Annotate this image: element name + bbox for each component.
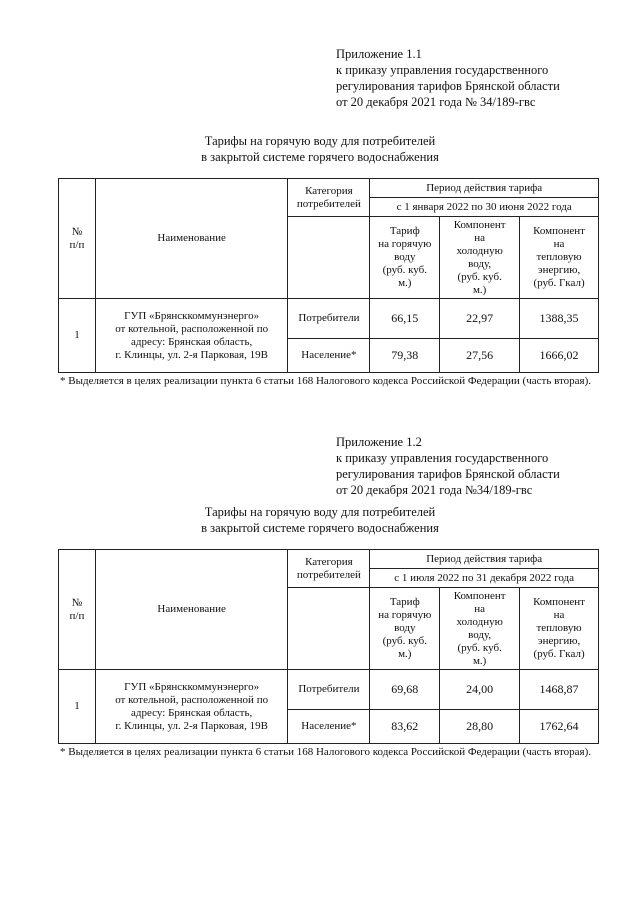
col-header-hot-water-tariff: Тариф на горячую воду (руб. куб. м.) [370,588,440,670]
value-heat: 1388,35 [520,299,599,339]
table-row [59,670,599,710]
order-reference: к приказу управления государственного [336,451,549,465]
row-number: 1 [59,670,96,744]
value-cold-water: 24,00 [440,670,520,710]
order-date-number: от 20 декабря 2021 года №34/189-гвс [336,483,533,497]
value-cold-water: 28,80 [440,710,520,744]
col-header-number: № п/п [59,550,96,670]
col-header-hot-water-tariff: Тариф на горячую воду (руб. куб. м.) [370,217,440,299]
col-header-period: Период действия тарифа [370,179,599,198]
category-cell: Потребители [288,670,370,710]
organization-name: ГУП «Брянсккоммунэнерго» от котельной, расположенной по адресу: Брянская область, г. Клинцы, ул. 2-я Парковая, 19В [95,670,288,744]
value-heat: 1468,87 [520,670,599,710]
document-title [0,504,640,536]
organization-name: ГУП «Брянсккоммунэнерго» от котельной, расположенной по адресу: Брянская область, г. Клинцы, ул. 2-я Парковая, 19В [95,299,288,373]
title-line-2: в закрытой системе горячего водоснабжения [201,150,439,164]
col-header-heat-component: Компонент на тепловую энергию, (руб. Гкал) [520,217,599,299]
tariff-table [58,549,599,744]
value-hot-water: 69,68 [370,670,440,710]
title-line-2: в закрытой системе горячего водоснабжения [201,521,439,535]
order-authority: регулирования тарифов Брянской области [336,79,560,93]
col-header-name: Наименование [95,179,288,299]
col-header-category: Категория потребителей [288,550,370,588]
value-hot-water: 66,15 [370,299,440,339]
title-line-1: Тарифы на горячую воду для потребителей [204,134,436,148]
order-authority: регулирования тарифов Брянской области [336,467,560,481]
value-cold-water: 22,97 [440,299,520,339]
period-range: с 1 июля 2022 по 31 декабря 2022 года [370,569,599,588]
value-cold-water: 27,56 [440,339,520,373]
value-hot-water: 79,38 [370,339,440,373]
empty-cell [288,588,370,670]
appendix-number: Приложение 1.1 [336,47,422,61]
row-number: 1 [59,299,96,373]
appendix-header [336,434,560,498]
order-reference: к приказу управления государственного [336,63,549,77]
value-hot-water: 83,62 [370,710,440,744]
footnote: * Выделяется в целях реализации пункта 6 статьи 168 Налогового кодекса Российской Федерации (часть вторая). [60,746,592,758]
period-range: с 1 января 2022 по 30 июня 2022 года [370,198,599,217]
col-header-cold-water-component: Компонент на холодную воду, (руб. куб. м.) [440,217,520,299]
title-line-1: Тарифы на горячую воду для потребителей [204,505,436,519]
col-header-number: № п/п [59,179,96,299]
category-cell: Население* [288,710,370,744]
col-header-name: Наименование [95,550,288,670]
col-header-period: Период действия тарифа [370,550,599,569]
appendix-number: Приложение 1.2 [336,435,422,449]
footnote: * Выделяется в целях реализации пункта 6 статьи 168 Налогового кодекса Российской Федерации (часть вторая). [60,375,592,387]
col-header-heat-component: Компонент на тепловую энергию, (руб. Гкал) [520,588,599,670]
category-cell: Население* [288,339,370,373]
col-header-category: Категория потребителей [288,179,370,217]
category-cell: Потребители [288,299,370,339]
order-date-number: от 20 декабря 2021 года № 34/189-гвс [336,95,536,109]
value-heat: 1762,64 [520,710,599,744]
col-header-cold-water-component: Компонент на холодную воду, (руб. куб. м.) [440,588,520,670]
value-heat: 1666,02 [520,339,599,373]
